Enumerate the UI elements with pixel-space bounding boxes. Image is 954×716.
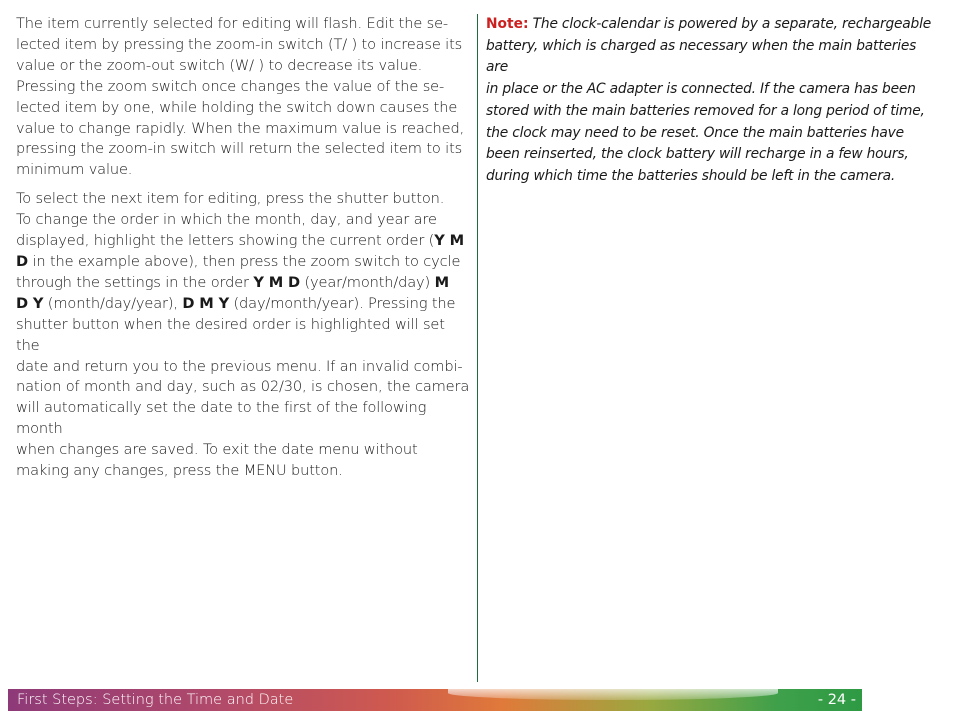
order-dmy: D M Y xyxy=(182,294,229,312)
right-column xyxy=(486,14,940,188)
date-order-text-5: (day/month/year). Pressing the shutter button when the desired order is highlighted will set the date and return you to the previous menu. If an invalid combi- nation of month and day, such as 02/30, is chosen, the camera will automatically set the date to the first of the following month when changes are saved. To exit the date menu without making any changes, press the MENU button. xyxy=(16,294,470,480)
date-order-text-2: in the example above), then press the zoom switch to cycle through the settings in the order xyxy=(16,252,461,291)
footer-highlight xyxy=(448,689,778,700)
paragraph-zoom-editing: The item currently selected for editing will flash. Edit the se- lected item by pressing the zoom-in switch (T/ ) to increase its value or the zoom-out switch (W/ ) to decrease its value. Pressing the zoom switch once changes the value of the se- lected item by one, while holding the switch down causes the value to change rapidly. When the maximum value is reached, pressing the zoom-in switch will return the selected item to its minimum value. xyxy=(16,15,465,179)
order-mdy: M D Y xyxy=(16,273,449,312)
footer-section-title: First Steps: Setting the Time and Date xyxy=(17,692,294,708)
column-divider xyxy=(477,14,478,682)
date-order-text-3: (year/month/day) xyxy=(300,273,435,291)
date-order-text-4: (month/day/year), xyxy=(43,294,183,312)
page-number: - 24 - xyxy=(817,692,856,708)
paragraph-date-order xyxy=(16,189,472,482)
order-ymd: Y M D xyxy=(253,273,301,291)
footer-bar xyxy=(8,689,862,711)
date-order-text-1: To select the next item for editing, press the shutter button. To change the order in which the month, day, and year are displayed, highlight the letters showing the current order ( xyxy=(16,190,445,250)
note-paragraph xyxy=(486,14,940,188)
note-text: The clock-calendar is powered by a separate, rechargeable battery, which is charged as necessary when the main batteries are in place or the AC adapter is connected. If the camera has been stored with the main batteries removed for a long period of time, the clock may need to be reset. Once the main batteries have been reinserted, the clock battery will recharge in a few hours, during which time the batteries should be left in the camera. xyxy=(486,16,932,184)
order-ymd-current: Y M D xyxy=(16,232,464,270)
left-column xyxy=(16,14,472,490)
note-label: Note: xyxy=(486,16,529,32)
